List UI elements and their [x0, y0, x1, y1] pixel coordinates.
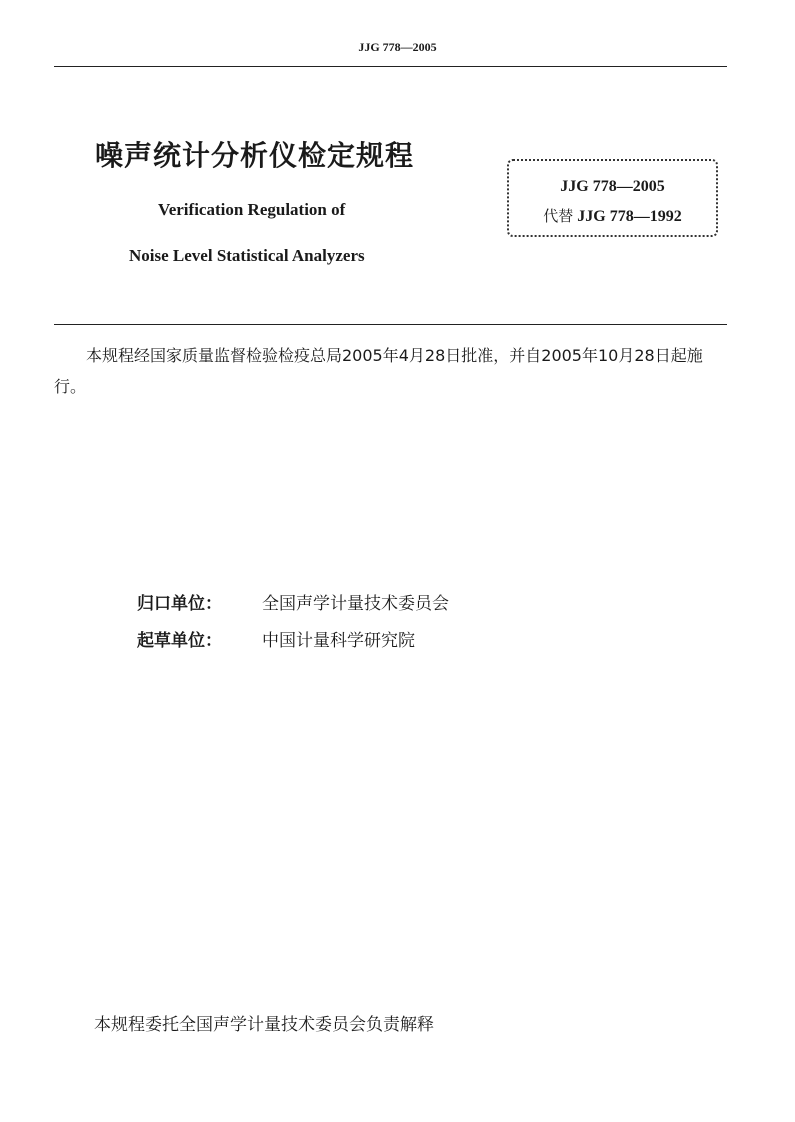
- replaces-label: 代替: [543, 207, 574, 225]
- drafting-unit-label: 起草单位：: [137, 631, 222, 651]
- responsible-unit-label: 归口单位：: [137, 594, 222, 614]
- drafting-unit-value: 中国计量科学研究院: [262, 631, 415, 651]
- replaces-code: JJG 778—1992: [577, 208, 682, 225]
- document-title-cn: 噪声统计分析仪检定规程: [95, 139, 415, 172]
- document-title-en-line2: Noise Level Statistical Analyzers: [129, 246, 365, 265]
- document-title-en-line1: Verification Regulation of: [158, 200, 346, 219]
- approval-paragraph: 本规程经国家质量监督检验检疫总局2005年4月28日批准，并自2005年10月28日起施行。: [54, 346, 703, 396]
- responsible-unit-value: 全国声学计量技术委员会: [262, 594, 449, 614]
- standard-code-box: [507, 159, 718, 237]
- title-divider: [54, 324, 727, 325]
- header-document-code: JJG 778—2005: [358, 40, 437, 54]
- replaces-line: [509, 205, 716, 226]
- standard-code: JJG 778—2005: [560, 178, 665, 195]
- interpretation-note: 本规程委托全国声学计量技术委员会负责解释: [94, 1015, 434, 1035]
- header-divider: [54, 66, 727, 67]
